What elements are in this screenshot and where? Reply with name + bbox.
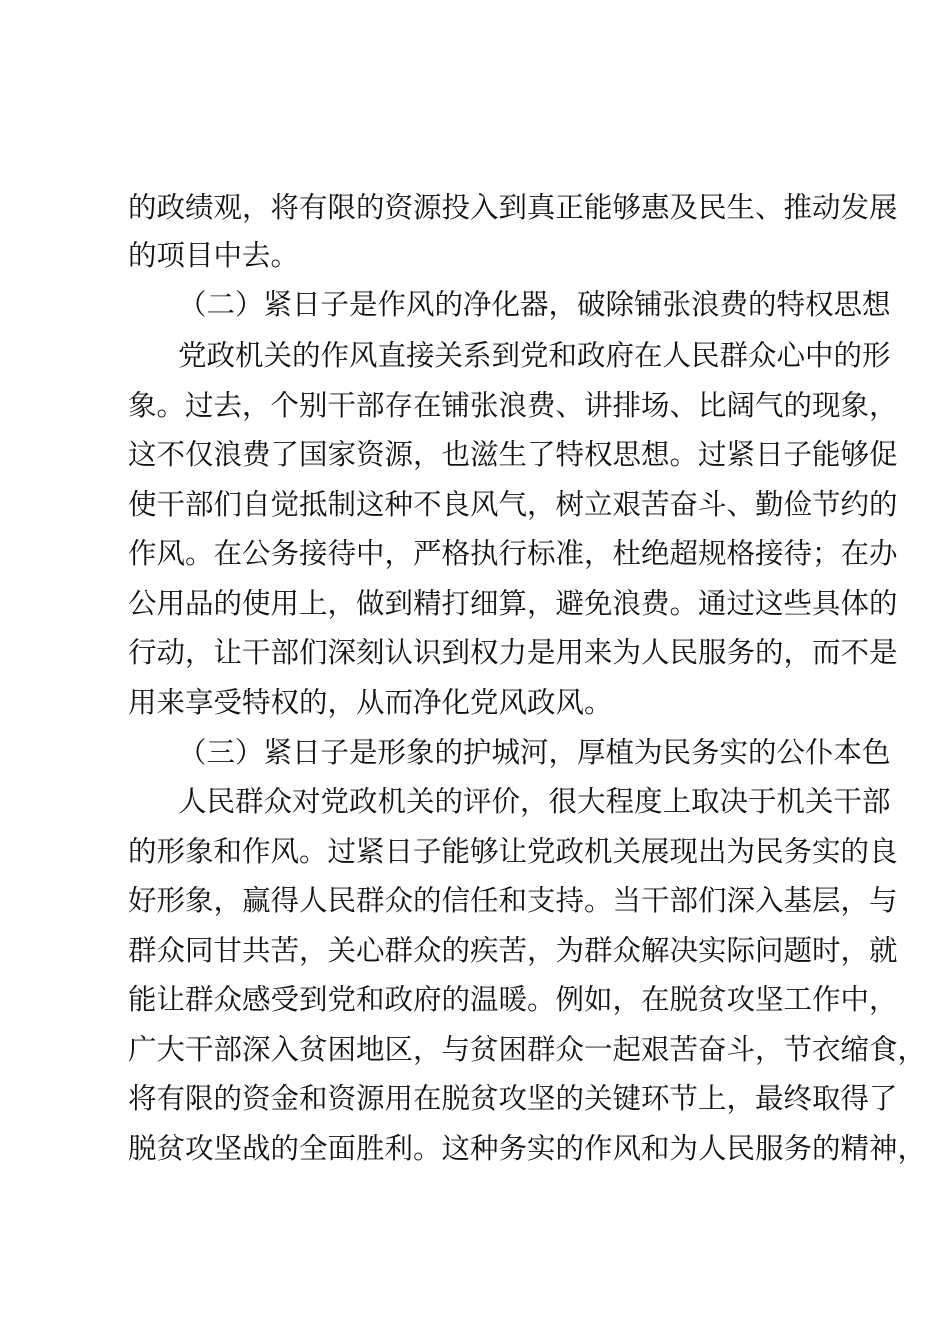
- paragraph-2-line-5: 作风。在公务接待中，严格执行标准，杜绝超规格接待；在办: [128, 537, 898, 570]
- paragraph-3-line-5: 能让群众感受到党和政府的温暖。例如，在脱贫攻坚工作中，: [128, 983, 898, 1016]
- paragraph-3-line-8: 脱贫攻坚战的全面胜利。这种务实的作风和为人民服务的精神，: [128, 1132, 927, 1165]
- section-heading-2: （二）紧日子是作风的净化器，破除铺张浪费的特权思想: [178, 288, 891, 321]
- section-heading-3: （三）紧日子是形象的护城河，厚植为民务实的公仆本色: [178, 736, 891, 769]
- paragraph-2-line-3: 这不仅浪费了国家资源，也滋生了特权思想。过紧日子能够促: [128, 438, 898, 471]
- paragraph-2-line-6: 公用品的使用上，做到精打细算，避免浪费。通过这些具体的: [128, 587, 898, 620]
- paragraph-3-line-6: 广大干部深入贫困地区，与贫困群众一起艰苦奋斗，节衣缩食，: [128, 1033, 927, 1066]
- paragraph-2-line-4: 使干部们自觉抵制这种不良风气，树立艰苦奋斗、勤俭节约的: [128, 488, 898, 521]
- paragraph-3-line-1: 人民群众对党政机关的评价，很大程度上取决于机关干部: [178, 785, 891, 818]
- paragraph-1-line-1: 的政绩观，将有限的资源投入到真正能够惠及民生、推动发展: [128, 191, 898, 224]
- paragraph-2-line-8: 用来享受特权的，从而净化党风政风。: [128, 686, 613, 719]
- paragraph-3-line-3: 好形象，赢得人民群众的信任和支持。当干部们深入基层，与: [128, 884, 898, 917]
- paragraph-2-line-1: 党政机关的作风直接关系到党和政府在人民群众心中的形: [178, 339, 891, 372]
- paragraph-1-line-2: 的项目中去。: [128, 239, 300, 272]
- paragraph-2-line-2: 象。过去，个别干部存在铺张浪费、讲排场、比阔气的现象，: [128, 389, 898, 422]
- paragraph-2-line-7: 行动，让干部们深刻认识到权力是用来为人民服务的，而不是: [128, 636, 898, 669]
- paragraph-3-line-4: 群众同甘共苦，关心群众的疾苦，为群众解决实际问题时，就: [128, 934, 898, 967]
- paragraph-3-line-2: 的形象和作风。过紧日子能够让党政机关展现出为民务实的良: [128, 835, 898, 868]
- paragraph-3-line-7: 将有限的资金和资源用在脱贫攻坚的关键环节上，最终取得了: [128, 1082, 898, 1115]
